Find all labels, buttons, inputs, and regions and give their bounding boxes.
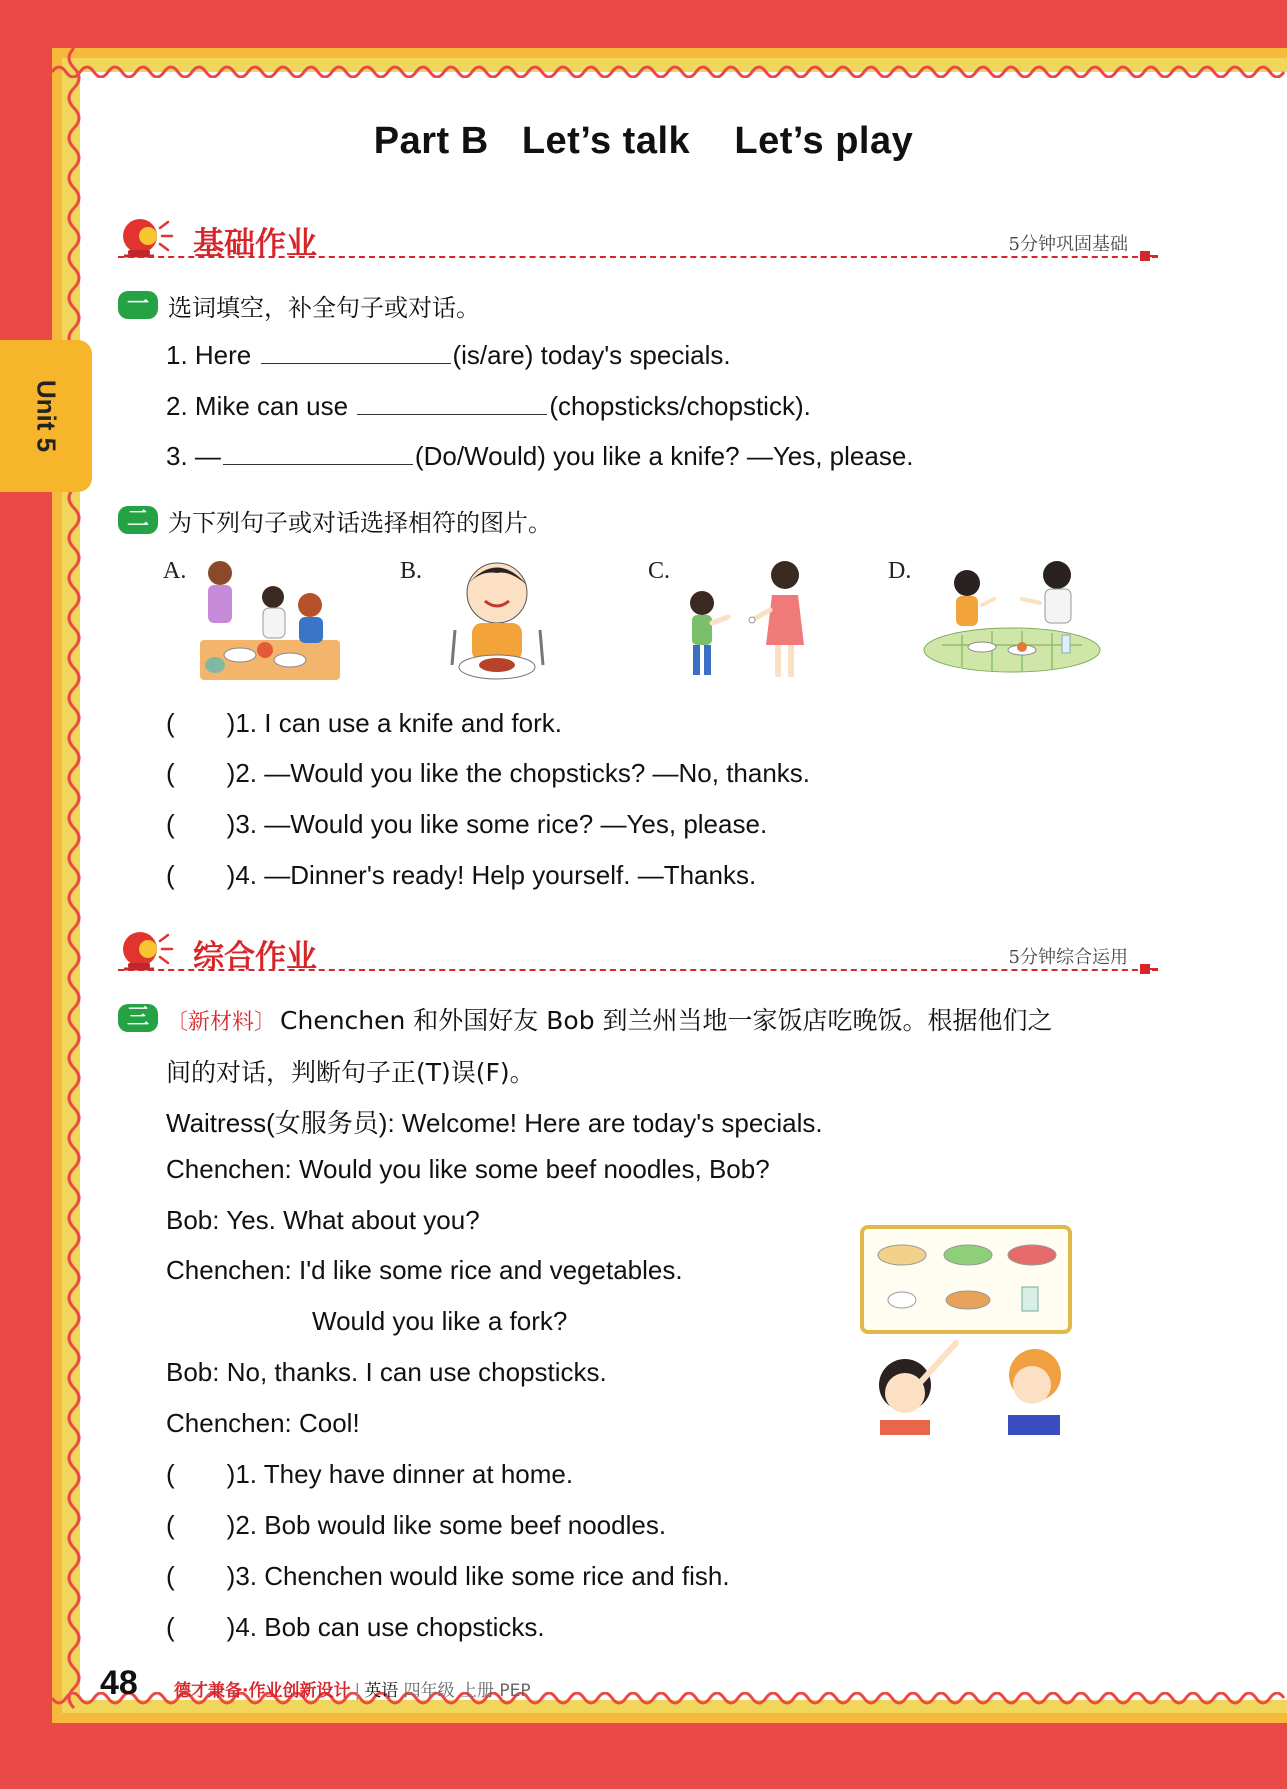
q3-item-1: ( )1. They have dinner at home. bbox=[166, 1459, 574, 1489]
q3-item-2: ( )2. Bob would like some beef noodles. bbox=[166, 1510, 667, 1540]
question-3-instruction-line2: 间的对话，判断句子正(T)误(F)。 bbox=[166, 1058, 535, 1087]
dialogue-line: Chenchen: Cool! bbox=[166, 1408, 360, 1438]
rule-end-mark bbox=[1140, 964, 1158, 974]
page-title: Part B Let’s talk Let’s play bbox=[373, 120, 914, 162]
new-material-tag: 〔新材料〕 bbox=[166, 1010, 277, 1035]
picture-label-b: B. bbox=[400, 558, 423, 584]
unit-tab bbox=[0, 340, 92, 492]
picture-label-c: C. bbox=[648, 558, 671, 584]
page-number: 48 bbox=[100, 1664, 138, 1702]
picture-label-d: D. bbox=[888, 558, 912, 584]
answer-blank[interactable] bbox=[357, 392, 547, 415]
dialogue-line: Would you like a fork? bbox=[312, 1306, 568, 1336]
rule-end-mark bbox=[1140, 251, 1158, 261]
dialogue-line: Chenchen: I'd like some rice and vegetables. bbox=[166, 1255, 683, 1285]
lamp-icon bbox=[118, 925, 180, 975]
lamp-icon bbox=[118, 212, 180, 262]
footer-brand: 德才兼备·作业创新设计 bbox=[174, 1681, 351, 1701]
section-note-basic: 5分钟巩固基础 bbox=[1008, 234, 1128, 255]
q2-item-2: ( )2. —Would you like the chopsticks? —No, thanks. bbox=[166, 758, 811, 788]
picture-label-a: A. bbox=[163, 558, 187, 584]
picture-restaurant-menu-board bbox=[860, 1225, 1075, 1435]
section-title-comprehensive: 综合作业 bbox=[193, 939, 317, 975]
footer-info: 德才兼备·作业创新设计 | 英语 四年级 上册 PEP bbox=[174, 1681, 531, 1701]
q3-item-3: ( )3. Chenchen would like some rice and fish. bbox=[166, 1561, 730, 1591]
picture-d-picnic bbox=[922, 555, 1102, 675]
dialogue-line: Bob: No, thanks. I can use chopsticks. bbox=[166, 1357, 607, 1387]
question-1-instruction: 选词填空，补全句子或对话。 bbox=[168, 294, 480, 322]
dialogue-line: Chenchen: Would you like some beef noodles, Bob? bbox=[166, 1154, 770, 1184]
q1-item-3: 3. — (Do/Would) you like a knife? —Yes, please. bbox=[166, 441, 914, 471]
answer-blank[interactable] bbox=[261, 341, 451, 364]
question-badge-1: 一 bbox=[118, 291, 158, 319]
picture-b-boy-eating-steak bbox=[440, 555, 555, 685]
section-header-comprehensive bbox=[118, 925, 1158, 977]
picture-a-family-dinner bbox=[195, 555, 345, 685]
picture-c-two-kids-talking bbox=[680, 555, 820, 685]
dialogue-line: Bob: Yes. What about you? bbox=[166, 1205, 480, 1235]
question-badge-3: 三 bbox=[118, 1004, 158, 1032]
section-note-comprehensive: 5分钟综合运用 bbox=[1008, 947, 1128, 968]
section-header-basic bbox=[118, 212, 1158, 264]
q1-item-1: 1. Here (is/are) today's specials. bbox=[166, 340, 731, 370]
q2-item-3: ( )3. —Would you like some rice? —Yes, please. bbox=[166, 809, 768, 839]
answer-blank[interactable] bbox=[223, 442, 413, 465]
dialogue-line: Waitress(女服务员): Welcome! Here are today's specials. bbox=[166, 1108, 823, 1138]
section-title-basic: 基础作业 bbox=[193, 226, 317, 262]
q3-item-4: ( )4. Bob can use chopsticks. bbox=[166, 1612, 545, 1642]
q2-item-1: ( )1. I can use a knife and fork. bbox=[166, 708, 562, 738]
footer-subject: 英语 bbox=[364, 1681, 399, 1701]
question-2-instruction: 为下列句子或对话选择相符的图片。 bbox=[168, 509, 552, 537]
unit-tab-label: Unit 5 bbox=[31, 379, 62, 453]
q2-item-4: ( )4. —Dinner's ready! Help yourself. —Thanks. bbox=[166, 860, 757, 890]
question-badge-2: 二 bbox=[118, 506, 158, 534]
q1-item-2: 2. Mike can use (chopsticks/chopstick). bbox=[166, 391, 811, 421]
footer-meta: 四年级 上册 PEP bbox=[403, 1681, 531, 1701]
question-3-instruction: 〔新材料〕 Chenchen 和外国好友 Bob 到兰州当地一家饭店吃晚饭。根据他们之 bbox=[166, 1006, 1053, 1035]
